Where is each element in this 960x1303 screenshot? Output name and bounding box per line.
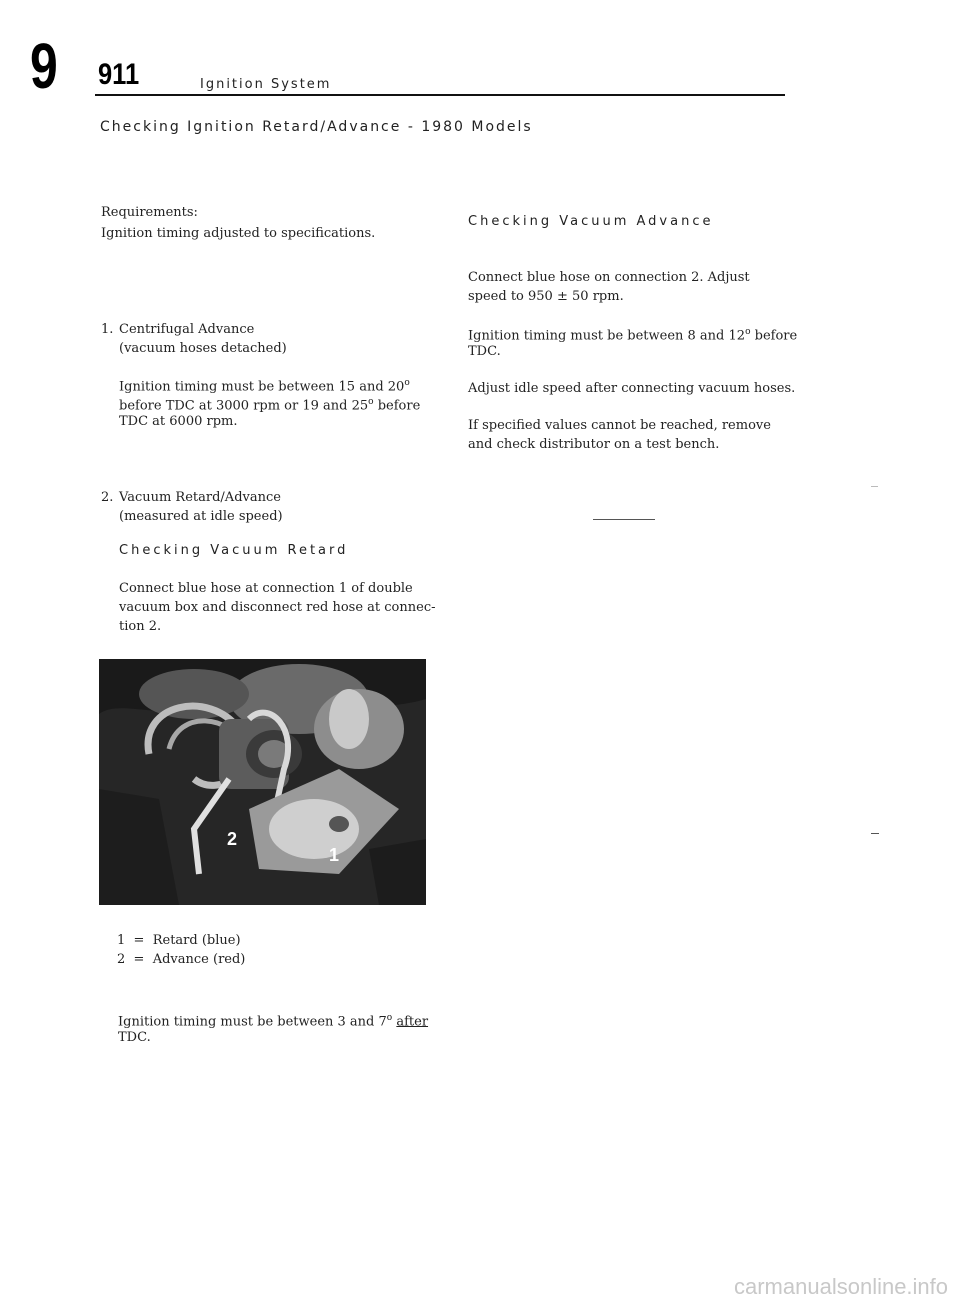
step1-title: Centrifugal Advance [119,322,255,337]
retard-result-line2: TDC. [118,1030,151,1045]
legend-row-1: 1 = Retard (blue) [117,933,241,948]
step1-line2: before TDC at 3000 rpm or 19 and 25$^o$ before [119,397,421,414]
distributor-vacuum-box-photo [99,659,426,905]
legend-row-2: 2 = Advance (red) [117,952,246,967]
step2-subtitle: (measured at idle speed) [119,509,283,524]
step1-line1: Ignition timing must be between 15 and 20$^o$ [119,378,410,395]
retard-line3: tion 2. [119,619,162,634]
requirements-text: Ignition timing adjusted to specifications. [101,226,376,241]
margin-tick [871,833,879,834]
step1-number: 1. [101,322,114,337]
chapter-title: Ignition System [200,77,332,92]
step2-title: Vacuum Retard/Advance [119,490,281,505]
retard-result-line1: Ignition timing must be between 3 and 7$^o$ after [118,1013,429,1030]
section-number: 9 [30,30,58,102]
advance-p2-line2: TDC. [468,344,501,359]
advance-p4-line2: and check distributor on a test bench. [468,437,720,452]
photo-label-1: 1 [329,845,340,865]
photo-label-2: 2 [227,829,238,849]
margin-tick [871,486,878,487]
requirements-label: Requirements: [101,205,198,220]
advance-heading: Checking Vacuum Advance [468,214,714,229]
advance-p3: Adjust idle speed after connecting vacuum hoses. [468,381,796,396]
retard-line2: vacuum box and disconnect red hose at connec- [119,600,436,615]
advance-p1-line2: speed to 950 ± 50 rpm. [468,289,624,304]
retard-line1: Connect blue hose at connection 1 of double [119,581,413,596]
advance-p2-line1: Ignition timing must be between 8 and 12$^o$ before [468,327,798,344]
retard-heading: Checking Vacuum Retard [119,543,349,558]
step1-line3: TDC at 6000 rpm. [119,414,238,429]
header-rule [95,94,785,96]
watermark: carmanualsonline.info [734,1274,949,1299]
step2-number: 2. [101,490,114,505]
advance-p1-line1: Connect blue hose on connection 2. Adjust [468,270,750,285]
model-label: 911 [98,58,140,91]
advance-p4-line1: If specified values cannot be reached, remove [468,418,771,433]
step1-subtitle: (vacuum hoses detached) [119,341,287,356]
page-title: Checking Ignition Retard/Advance - 1980 Models [100,119,533,135]
end-of-section-rule [593,519,655,520]
